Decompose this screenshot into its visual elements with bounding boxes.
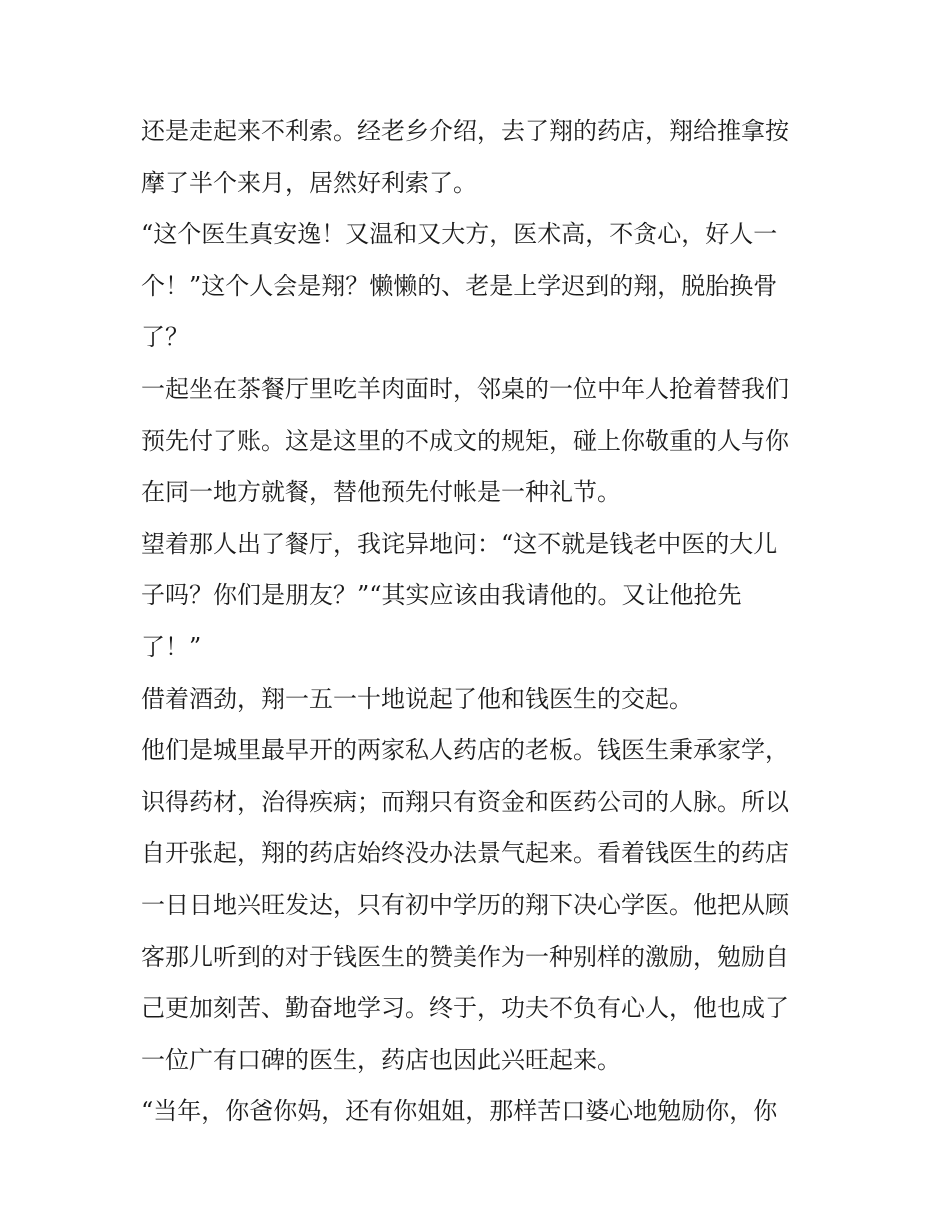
- text-line: 在同一地方就餐，替他预先付帐是一种礼节。: [141, 478, 621, 507]
- text-line: 望着那人出了餐厅，我诧异地问：“这不就是钱老中医的大儿: [141, 529, 778, 558]
- text-line: 一位广有口碑的医生，药店也因此兴旺起来。: [141, 1045, 621, 1074]
- text-line: 子吗？你们是朋友？”“其实应该由我请他的。又让他抢先: [141, 581, 742, 610]
- text-line: 识得药材，治得疾病；而翔只有资金和医药公司的人脉。所以: [141, 787, 789, 816]
- text-line: 自开张起，翔的药店始终没办法景气起来。看着钱医生的药店: [141, 839, 789, 868]
- text-line: 己更加刻苦、勤奋地学习。终于，功夫不负有心人，他也成了: [141, 994, 789, 1023]
- text-line: 了！”: [141, 632, 202, 661]
- text-line: 客那儿听到的对于钱医生的赞美作为一种别样的激励，勉励自: [141, 942, 789, 971]
- text-line: 摩了半个来月，居然好利索了。: [141, 168, 477, 197]
- text-line: 借着酒劲，翔一五一十地说起了他和钱医生的交起。: [141, 684, 693, 713]
- text-line: 了？: [141, 323, 189, 352]
- text-line: “这个医生真安逸！又温和又大方，医术高，不贪心，好人一: [141, 220, 778, 249]
- text-line: 个！”这个人会是翔？懒懒的、老是上学迟到的翔，脱胎换骨: [141, 271, 778, 300]
- text-line: “当年，你爸你妈，还有你姐姐，那样苦口婆心地勉励你，你: [141, 1097, 778, 1126]
- body-text: [141, 106, 821, 1138]
- text-line: 一起坐在茶餐厅里吃羊肉面时，邻桌的一位中年人抢着替我们: [141, 374, 789, 403]
- text-line: 他们是城里最早开的两家私人药店的老板。钱医生秉承家学，: [141, 736, 789, 765]
- text-line: 还是走起来不利索。经老乡介绍，去了翔的药店，翔给推拿按: [141, 117, 789, 145]
- text-line: 一日日地兴旺发达，只有初中学历的翔下决心学医。他把从顾: [141, 890, 789, 919]
- text-line: 预先付了账。这是这里的不成文的规矩，碰上你敬重的人与你: [141, 426, 789, 455]
